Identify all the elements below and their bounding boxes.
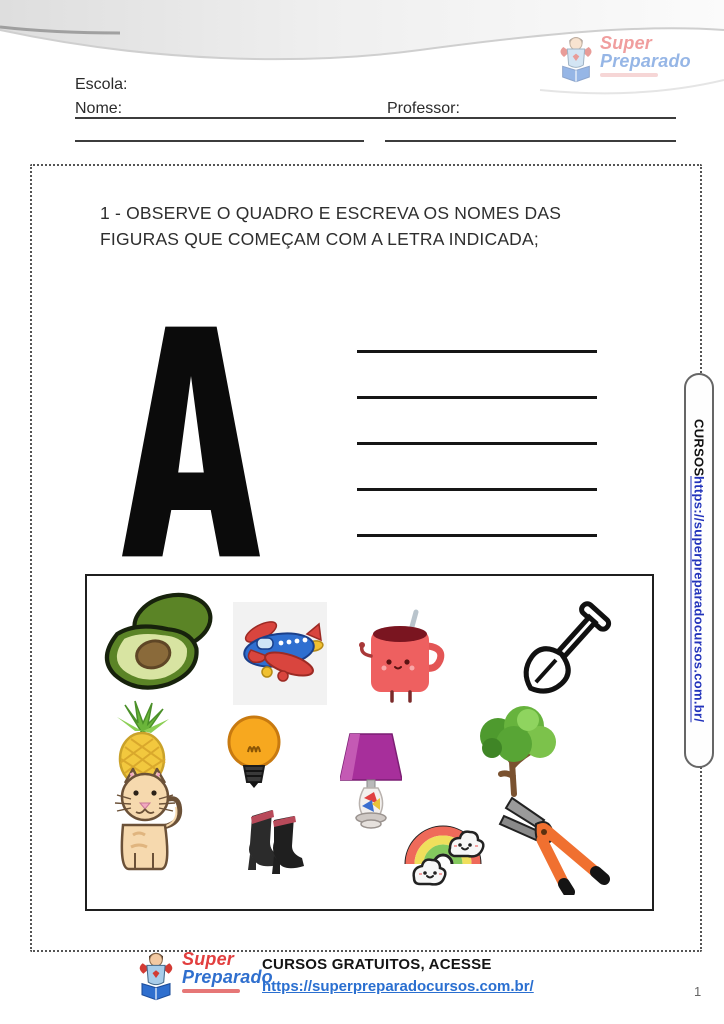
pliers-image xyxy=(492,790,614,895)
superhero-mascot-icon xyxy=(135,950,177,1006)
answer-line xyxy=(357,396,597,399)
side-tab-link[interactable]: https://superpreparadocursos.com.br/ xyxy=(691,476,707,723)
answer-line xyxy=(357,534,597,537)
exercise-title-line2: FIGURAS QUE COMEÇAM COM A LETRA INDICADA; xyxy=(100,229,539,250)
brand-tagline-bar xyxy=(182,989,240,993)
avocado-image xyxy=(97,586,219,694)
footer-heading: CURSOS GRATUITOS, ACESSE xyxy=(262,956,492,973)
answer-line xyxy=(357,442,597,445)
brand-name-super: Super xyxy=(600,33,653,53)
brand-logo-footer xyxy=(135,950,273,1006)
escola-write-line xyxy=(75,117,676,119)
superhero-mascot-icon xyxy=(556,34,596,88)
side-courses-tab[interactable] xyxy=(684,373,714,768)
cat-image xyxy=(105,765,185,875)
brand-name-super: Super xyxy=(182,949,235,969)
tree-image xyxy=(468,702,563,797)
rainbow-image xyxy=(398,800,488,900)
mug-image xyxy=(354,604,449,707)
shovel-image xyxy=(514,597,614,705)
exercise-title xyxy=(100,200,620,253)
nome-write-line xyxy=(75,140,364,142)
table-lamp-image xyxy=(340,732,402,838)
answer-line xyxy=(357,350,597,353)
answer-line xyxy=(357,488,597,491)
side-tab-cursos-label: CURSOS xyxy=(691,418,707,477)
escola-label: Escola: xyxy=(75,76,128,93)
boots-image xyxy=(238,804,310,879)
target-letter-a xyxy=(122,325,260,558)
exercise-title-line1: 1 - OBSERVE O QUADRO E ESCREVA OS NOMES DAS xyxy=(100,203,562,223)
page-number: 1 xyxy=(694,984,702,999)
light-bulb-image xyxy=(224,714,284,789)
brand-tagline-bar xyxy=(600,73,658,77)
answer-lines-group xyxy=(357,320,597,560)
footer-link-wrap xyxy=(262,978,534,996)
professor-write-line xyxy=(385,140,676,142)
brand-name-preparado: Preparado xyxy=(600,51,691,72)
picture-board xyxy=(85,574,654,911)
nome-label: Nome: xyxy=(75,100,123,117)
brand-logo-header xyxy=(556,34,691,88)
footer-courses-link[interactable]: https://superpreparadocursos.com.br/ xyxy=(262,978,534,995)
airplane-image xyxy=(233,602,327,705)
professor-label: Professor: xyxy=(387,100,460,117)
brand-name-preparado: Preparado xyxy=(182,967,273,988)
